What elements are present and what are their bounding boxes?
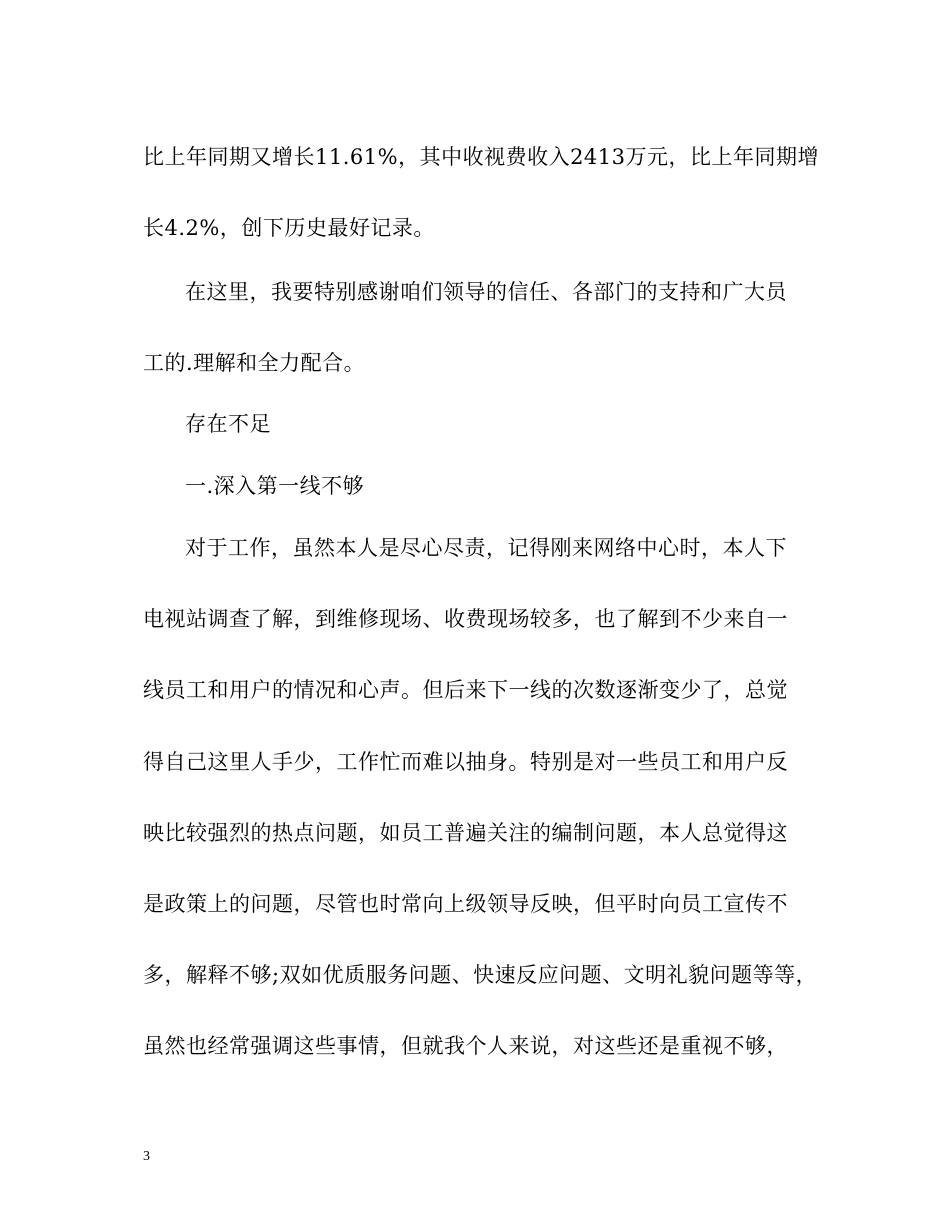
subsection-heading: 一.深入第一线不够: [185, 474, 365, 498]
text-line: 是政策上的问题，尽管也时常向上级领导反映，但平时向员工宣传不: [143, 892, 788, 916]
text-line: 多，解释不够;双如优质服务问题、快速反应问题、文明礼貌问题等等，: [143, 963, 818, 987]
text-line: 比上年同期又增长11.61%，其中收视费收入2413万元，比上年同期增: [143, 145, 820, 169]
paragraph-line: 对于工作，虽然本人是尽心尽责，记得刚来网络中心时，本人下: [185, 536, 787, 560]
text-line: 虽然也经常强调这些事情，但就我个人来说，对这些还是重视不够，: [143, 1034, 788, 1058]
text-line: 线员工和用户的情况和心声。但后来下一线的次数逐渐变少了，总觉: [143, 678, 788, 702]
text-line: 电视站调查了解，到维修现场、收费现场较多，也了解到不少来自一: [143, 607, 788, 631]
section-heading: 存在不足: [185, 412, 271, 436]
paragraph-line: 在这里，我要特别感谢咱们领导的信任、各部门的支持和广大员: [185, 280, 787, 304]
text-line: 工的.理解和全力配合。: [143, 351, 366, 375]
text-line: 得自己这里人手少，工作忙而难以抽身。特别是对一些员工和用户反: [143, 750, 788, 774]
text-line: 长4.2%，创下历史最好记录。: [143, 216, 435, 240]
page-number: 3: [143, 1149, 150, 1164]
text-line: 映比较强烈的热点问题，如员工普遍关注的编制问题，本人总觉得这: [143, 821, 788, 845]
